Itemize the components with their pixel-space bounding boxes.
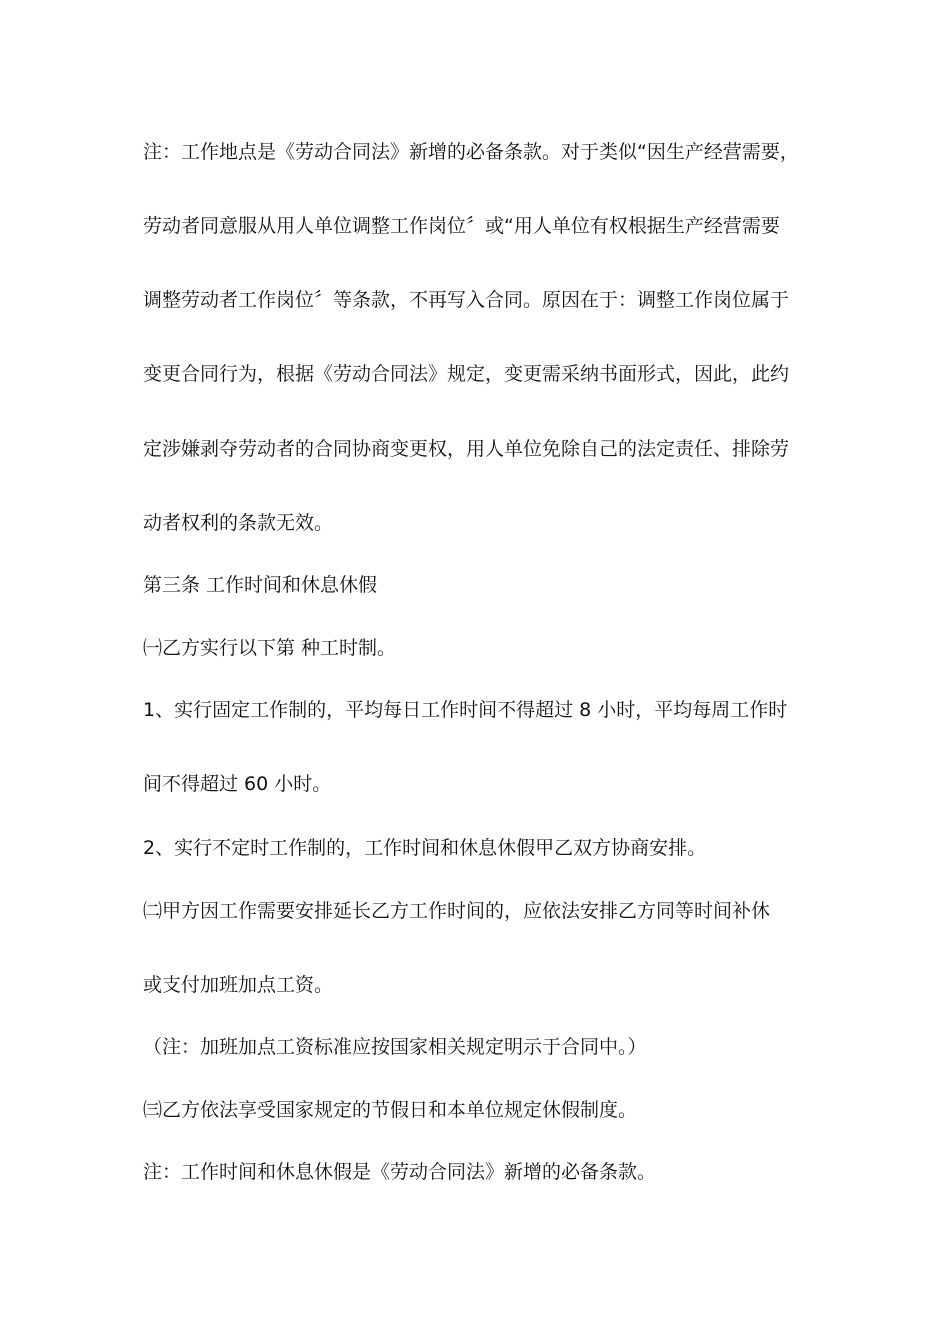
text-line: （注：加班加点工资标准应按国家相关规定明示于合同中。） [143,1036,647,1058]
text-line: 定涉嫌剥夺劳动者的合同协商变更权，用人单位免除自己的法定责任、排除劳 [143,438,790,460]
text-line: 间不得超过 60 小时。 [143,773,332,795]
text-line: 注：工作时间和休息休假是《劳动合同法》新增的必备条款。 [143,1161,657,1183]
text-line: ㈡甲方因工作需要安排延长乙方工作时间的，应依法安排乙方同等时间补休 [143,900,771,922]
text-line: 1、实行固定工作制的，平均每日工作时间不得超过 8 小时，平均每周工作时 [143,699,788,721]
text-line: 注：工作地点是《劳动合同法》新增的必备条款。对于类似“因生产经营需要， [143,141,799,163]
text-line: ㈢乙方依法享受国家规定的节假日和本单位规定休假制度。 [143,1099,638,1121]
article-heading: 第三条 工作时间和休息休假 [143,574,378,596]
text-line: 2、实行不定时工作制的，工作时间和休息休假甲乙双方协商安排。 [143,837,707,859]
text-line: 或支付加班加点工资。 [143,974,334,996]
text-line: 动者权利的条款无效。 [143,512,334,534]
text-line: ㈠乙方实行以下第 种工时制。 [143,637,397,659]
text-line: 调整劳动者工作岗位〞等条款，不再写入合同。原因在于：调整工作岗位属于 [143,289,790,311]
text-line: 变更合同行为，根据《劳动合同法》规定，变更需采纳书面形式，因此，此约 [143,363,790,385]
text-line: 劳动者同意服从用人单位调整工作岗位〞或“用人单位有权根据生产经营需要 [143,215,780,237]
